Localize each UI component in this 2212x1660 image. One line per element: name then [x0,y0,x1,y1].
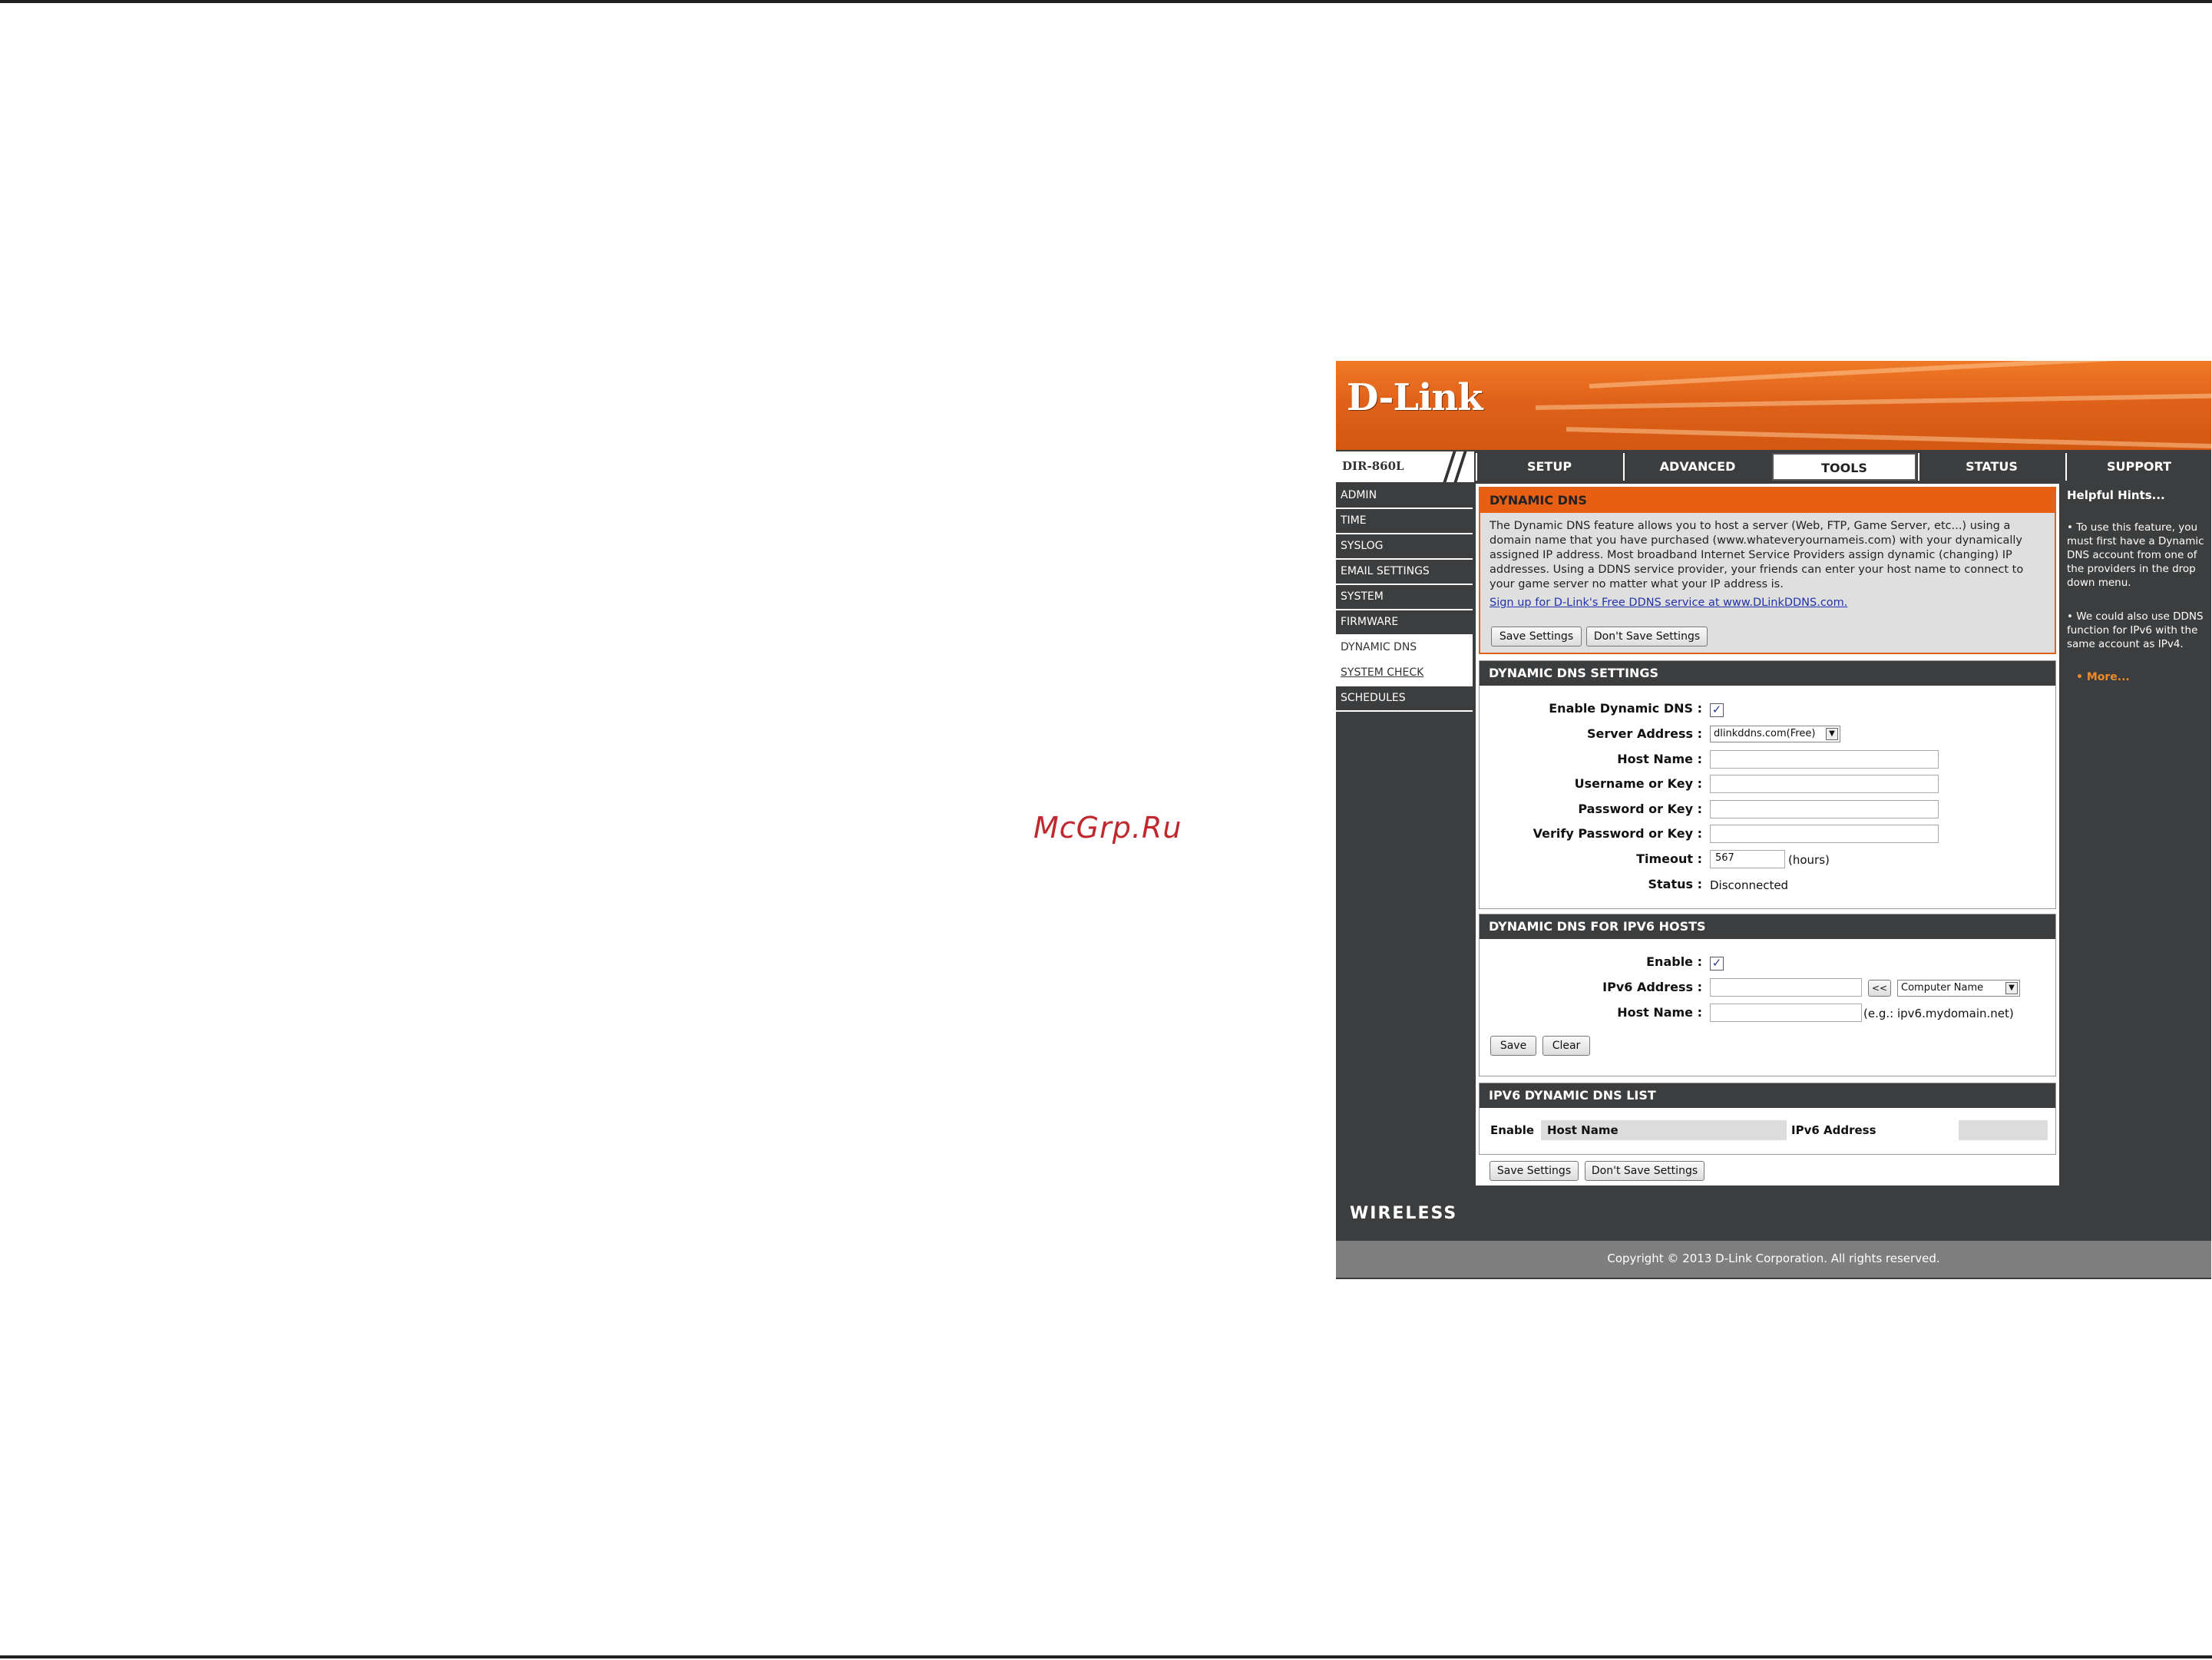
verify-password-input[interactable] [1710,825,1939,843]
router-ui-screenshot [1336,361,2211,1279]
sidebar [1336,484,1473,712]
main-content [1476,484,2059,1185]
column-extra-2 [2005,1120,2048,1140]
password-label: Password or Key : [1578,802,1702,816]
ipv6-enable-label: Enable : [1646,954,1702,969]
column-extra-1 [1960,1120,2002,1140]
model-label: DIR-860L [1342,459,1404,473]
server-address-select[interactable] [1710,726,1840,742]
sidebar-item-firmware[interactable]: FIRMWARE [1336,610,1473,636]
ipv6-ddns-list-section [1479,1083,2056,1155]
server-address-value: dlinkddns.com(Free) [1714,728,1816,739]
brand-banner [1336,361,2211,450]
sidebar-item-system-check[interactable]: SYSTEM CHECK [1336,661,1473,686]
hints-more-link[interactable] [2076,671,2130,683]
copyright-text: Copyright © 2013 D-Link Corporation. All rights reserved. [1607,1252,1940,1265]
sidebar-item-dynamic-dns[interactable]: DYNAMIC DNS [1336,636,1473,661]
chevron-down-icon: ▼ [2005,982,2018,994]
more-label: More... [2086,671,2130,683]
sidebar-item-email-settings[interactable]: EMAIL SETTINGS [1336,560,1473,585]
ddns-settings-section [1479,660,2056,909]
ipv6-hosts-title: DYNAMIC DNS FOR IPV6 HOSTS [1480,914,2055,939]
intro-description: The Dynamic DNS feature allows you to host a server (Web, FTP, Game Server, etc...) using a domain name that you have purchased (www.whateveryournameis.com) with your dynamically assigned IP address. Most broadband Internet Service Providers assign dynamic (changing) IP addresses. Using a DDNS service provider, your friends can enter your host name to connect to your game server no matter what your IP address is. [1490,520,2024,590]
dont-save-settings-button-bottom[interactable]: Don't Save Settings [1585,1161,1704,1181]
intro-title: DYNAMIC DNS [1480,488,2055,513]
hint-item [2067,521,2205,590]
dont-save-settings-button-top[interactable]: Don't Save Settings [1586,627,1708,646]
status-value: Disconnected [1710,878,1789,892]
top-navigation [1336,451,2211,482]
computer-name-value: Computer Name [1901,982,1984,994]
ipv6-clear-button[interactable]: Clear [1542,1036,1590,1056]
verify-password-label: Verify Password or Key : [1533,826,1702,841]
wireless-logo: WIRELESS [1350,1204,1458,1223]
tab-advanced[interactable]: ADVANCED [1623,453,1771,481]
ipv6-ddns-table-header [1486,1120,2048,1140]
ipv6-host-name-hint: (e.g.: ipv6.mydomain.net) [1863,1007,2014,1020]
enable-ddns-checkbox[interactable]: ✓ [1710,703,1724,717]
ipv6-address-label: IPv6 Address : [1602,980,1702,994]
copyright-bar [1336,1241,2211,1278]
ipv6-host-name-input[interactable] [1710,1004,1862,1022]
save-settings-button-bottom[interactable]: Save Settings [1490,1161,1579,1181]
hint-text: To use this feature, you must first have a Dynamic DNS account from one of the providers in the drop down menu. [2067,521,2204,589]
bullet-icon: • [2076,671,2087,683]
timeout-input[interactable]: 567 [1710,850,1785,868]
sidebar-item-system[interactable]: SYSTEM [1336,585,1473,610]
watermark-text: McGrp.Ru [1033,811,1182,845]
helpful-hints-panel [2062,484,2211,1185]
tab-status[interactable]: STATUS [1918,453,2064,481]
dlink-logo: D-Link [1347,376,1483,419]
tab-setup[interactable]: SETUP [1476,453,1622,481]
host-name-label: Host Name : [1617,752,1702,766]
sidebar-item-admin[interactable]: ADMIN [1336,484,1473,509]
ipv6-address-input[interactable] [1710,978,1862,997]
server-address-label: Server Address : [1586,726,1702,741]
password-input[interactable] [1710,800,1939,818]
username-label: Username or Key : [1574,776,1702,791]
model-badge [1336,451,1474,482]
column-enable: Enable [1486,1120,1541,1140]
status-label: Status : [1648,877,1702,891]
ipv6-save-button[interactable]: Save [1490,1036,1536,1056]
ddns-settings-title: DYNAMIC DNS SETTINGS [1480,661,2055,686]
ipv6-hosts-section [1479,914,2056,1076]
hint-text: We could also use DDNS function for IPv6 with the same account as IPv4. [2067,610,2204,650]
column-host-name: Host Name [1547,1123,1618,1137]
bullet-icon: • [2067,610,2077,623]
hints-title: Helpful Hints... [2067,488,2165,502]
username-input[interactable] [1710,775,1939,793]
ipv6-enable-checkbox[interactable]: ✓ [1710,957,1724,971]
page-bottom-rule [0,1655,2212,1658]
copy-computer-name-button[interactable]: << [1868,980,1891,997]
timeout-unit: (hours) [1788,853,1830,867]
host-name-input[interactable] [1710,750,1939,769]
ipv6-host-name-label: Host Name : [1617,1005,1702,1020]
computer-name-select[interactable] [1897,980,2020,997]
tab-support[interactable]: SUPPORT [2065,453,2211,481]
sidebar-item-syslog[interactable]: SYSLOG [1336,534,1473,560]
tab-tools[interactable]: TOOLS [1772,453,1916,481]
save-settings-button-top[interactable]: Save Settings [1491,627,1582,646]
enable-ddns-label: Enable Dynamic DNS : [1549,701,1702,716]
ddns-signup-link[interactable]: Sign up for D-Link's Free DDNS service at www.DLinkDDNS.com. [1490,597,1848,609]
bullet-icon: • [2067,521,2077,534]
hint-item [2067,610,2205,651]
sidebar-item-schedules[interactable]: SCHEDULES [1336,686,1473,712]
footer-brand [1336,1190,2211,1236]
column-ipv6-address: IPv6 Address [1787,1120,1959,1140]
page-top-rule [0,0,2212,3]
intro-section [1479,487,2056,654]
chevron-down-icon: ▼ [1826,728,1838,740]
ipv6-ddns-list-title: IPV6 DYNAMIC DNS LIST [1480,1083,2055,1108]
timeout-label: Timeout : [1636,851,1702,866]
sidebar-item-time[interactable]: TIME [1336,509,1473,534]
